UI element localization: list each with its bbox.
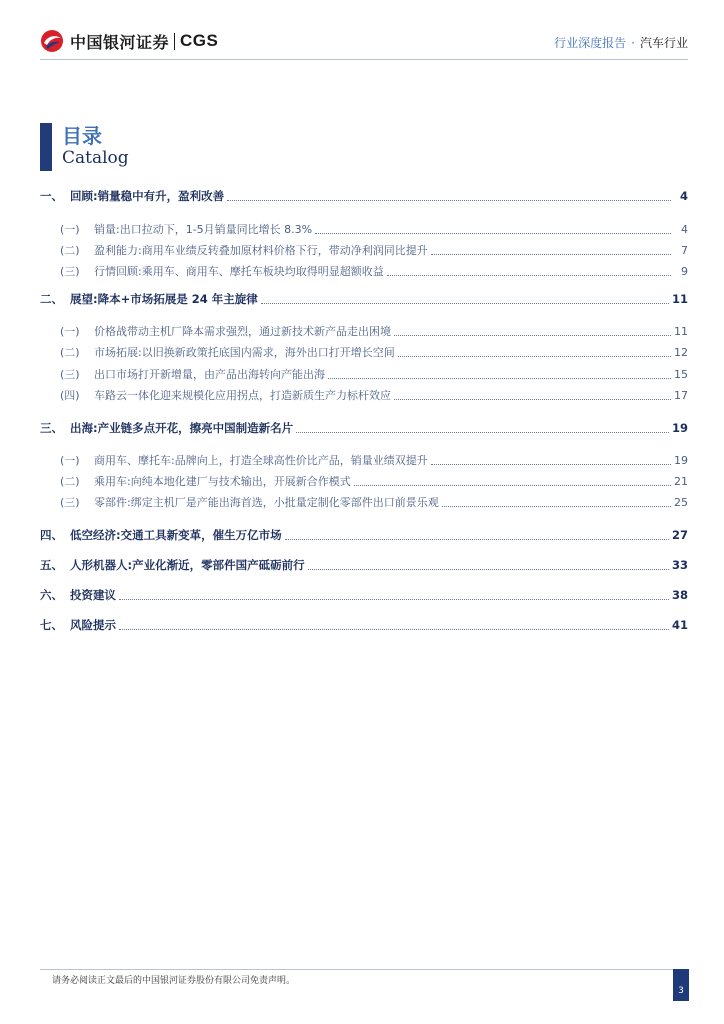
toc-entry-page: 15 <box>674 367 688 381</box>
toc-dot-leader <box>119 629 669 630</box>
toc-dot-leader <box>296 432 669 433</box>
toc-dot-leader <box>308 569 669 570</box>
toc-entry-section[interactable] <box>40 492 688 512</box>
toc-entry-title: 行情回顾:乘用车、商用车、摩托车板块均取得明显超额收益 <box>94 265 384 278</box>
toc-dot-leader <box>398 356 671 357</box>
toc-entry-title: 乘用车:向纯本地化建厂与技术输出，开展新合作模式 <box>94 475 351 488</box>
toc-entry-title: 商用车、摩托车:品牌向上，打造全球高性价比产品，销量业绩双提升 <box>94 454 428 467</box>
toc-entry-number: (二) <box>60 346 80 359</box>
toc-entry-page: 17 <box>674 388 688 402</box>
company-logo <box>40 28 218 54</box>
toc-entry-page: 4 <box>679 189 688 203</box>
page-header <box>0 0 724 66</box>
toc-entry-title: 价格战带动主机厂降本需求强烈，通过新技术新产品走出困境 <box>94 325 391 338</box>
toc-entry-chapter[interactable] <box>40 585 688 605</box>
footer-disclaimer: 请务必阅读正文最后的中国银河证券股份有限公司免责声明。 <box>52 976 296 986</box>
toc-entry-title: 人形机器人:产业化渐近，零部件国产砥砺前行 <box>70 558 305 572</box>
toc-entry-number: 一、 <box>40 189 63 203</box>
toc-entry-title: 市场拓展:以旧换新政策托底国内需求，海外出口打开增长空间 <box>94 346 395 359</box>
toc-dot-leader <box>119 599 669 600</box>
toc-entry-page: 38 <box>671 588 688 602</box>
report-category: 行业深度报告 <box>554 36 627 50</box>
toc-entry-section[interactable] <box>40 385 688 405</box>
logo-text-en: CGS <box>180 31 219 50</box>
title-cn: 目录 <box>62 124 102 148</box>
toc-entry-page: 27 <box>671 528 688 542</box>
title-accent-bar <box>40 123 52 171</box>
toc-entry-page: 19 <box>671 421 688 435</box>
toc-dot-leader <box>261 303 669 304</box>
toc-dot-leader <box>328 378 671 379</box>
toc-entry-title: 投资建议 <box>70 588 116 602</box>
toc-entry-section[interactable] <box>40 321 688 341</box>
toc-entry-number: (一) <box>60 223 80 236</box>
toc-entry-number: 二、 <box>40 292 63 306</box>
toc-entry-section[interactable] <box>40 342 688 362</box>
toc-entry-page: 11 <box>674 324 688 338</box>
page-number: 3 <box>673 969 689 1001</box>
toc-entry-page: 4 <box>681 222 688 236</box>
toc-entry-section[interactable] <box>40 450 688 470</box>
toc-entry-number: (三) <box>60 496 80 509</box>
toc-entry-page: 41 <box>671 618 688 632</box>
toc-entry-number: (三) <box>60 368 80 381</box>
toc-entry-page: 33 <box>671 558 688 572</box>
toc-entry-number: 六、 <box>40 588 63 602</box>
toc-dot-leader <box>285 539 669 540</box>
toc-entry-section[interactable] <box>40 364 688 384</box>
toc-entry-title: 零部件:绑定主机厂是产能出海首选，小批量定制化零部件出口前景乐观 <box>94 496 439 509</box>
toc-entry-title: 销量:出口拉动下，1-5月销量同比增长 8.3% <box>94 223 313 236</box>
toc-entry-chapter[interactable] <box>40 289 688 309</box>
toc-entry-title: 回顾:销量稳中有升，盈利改善 <box>70 189 225 203</box>
toc-entry-number: (二) <box>60 475 80 488</box>
toc-entry-number: (四) <box>60 389 80 402</box>
toc-entry-chapter[interactable] <box>40 615 688 635</box>
toc-entry-number: (一) <box>60 325 80 338</box>
toc-entry-section[interactable] <box>40 261 688 281</box>
toc-entry-section[interactable] <box>40 240 688 260</box>
toc-entry-section[interactable] <box>40 219 688 239</box>
logo-text-cn: 中国银河证券 <box>70 32 170 52</box>
toc-entry-section[interactable] <box>40 471 688 491</box>
toc-entry-page: 25 <box>674 495 688 509</box>
toc-entry-number: (二) <box>60 244 80 257</box>
toc-dot-leader <box>315 233 671 234</box>
toc-entry-number: (三) <box>60 265 80 278</box>
toc-entry-chapter[interactable] <box>40 525 688 545</box>
report-type <box>554 34 688 51</box>
header-divider <box>40 59 688 60</box>
toc-entry-number: 五、 <box>40 558 63 572</box>
toc-entry-chapter[interactable] <box>40 418 688 438</box>
header-separator-dot: · <box>631 36 635 50</box>
toc-dot-leader <box>431 464 671 465</box>
toc-dot-leader <box>394 399 671 400</box>
toc-entry-chapter[interactable] <box>40 555 688 575</box>
toc-entry-page: 9 <box>681 264 688 278</box>
footer-divider <box>40 969 688 970</box>
toc-entry-chapter[interactable] <box>40 186 688 206</box>
toc-entry-title: 出口市场打开新增量，由产品出海转向产能出海 <box>94 368 325 381</box>
toc-entry-page: 7 <box>681 243 688 257</box>
galaxy-logo-icon <box>40 29 64 53</box>
logo-divider <box>174 33 175 50</box>
toc-entry-number: 四、 <box>40 528 63 542</box>
toc-entry-title: 风险提示 <box>70 618 116 632</box>
toc-dot-leader <box>431 254 671 255</box>
toc-entry-number: 七、 <box>40 618 63 632</box>
toc-dot-leader <box>387 275 671 276</box>
toc-entry-page: 11 <box>671 292 688 306</box>
toc-entry-number: 三、 <box>40 421 63 435</box>
toc-entry-number: (一) <box>60 454 80 467</box>
toc-entry-page: 19 <box>674 453 688 467</box>
toc-entry-page: 12 <box>674 345 688 359</box>
toc-entry-title: 盈利能力:商用车业绩反转叠加原材料价格下行，带动净利润同比提升 <box>94 244 428 257</box>
toc-entry-title: 车路云一体化迎来规模化应用拐点，打造新质生产力标杆效应 <box>94 389 391 402</box>
toc-dot-leader <box>442 506 671 507</box>
toc-entry-title: 低空经济:交通工具新变革，催生万亿市场 <box>70 528 282 542</box>
industry-label: 汽车行业 <box>639 36 688 50</box>
toc-dot-leader <box>394 335 671 336</box>
toc-entry-page: 21 <box>674 474 688 488</box>
toc-dot-leader <box>227 200 671 201</box>
toc-entry-title: 展望:降本+市场拓展是 24 年主旋律 <box>70 292 258 306</box>
title-en: Catalog <box>62 148 129 168</box>
toc-entry-title: 出海:产业链多点开花，擦亮中国制造新名片 <box>70 421 294 435</box>
toc-dot-leader <box>354 485 671 486</box>
